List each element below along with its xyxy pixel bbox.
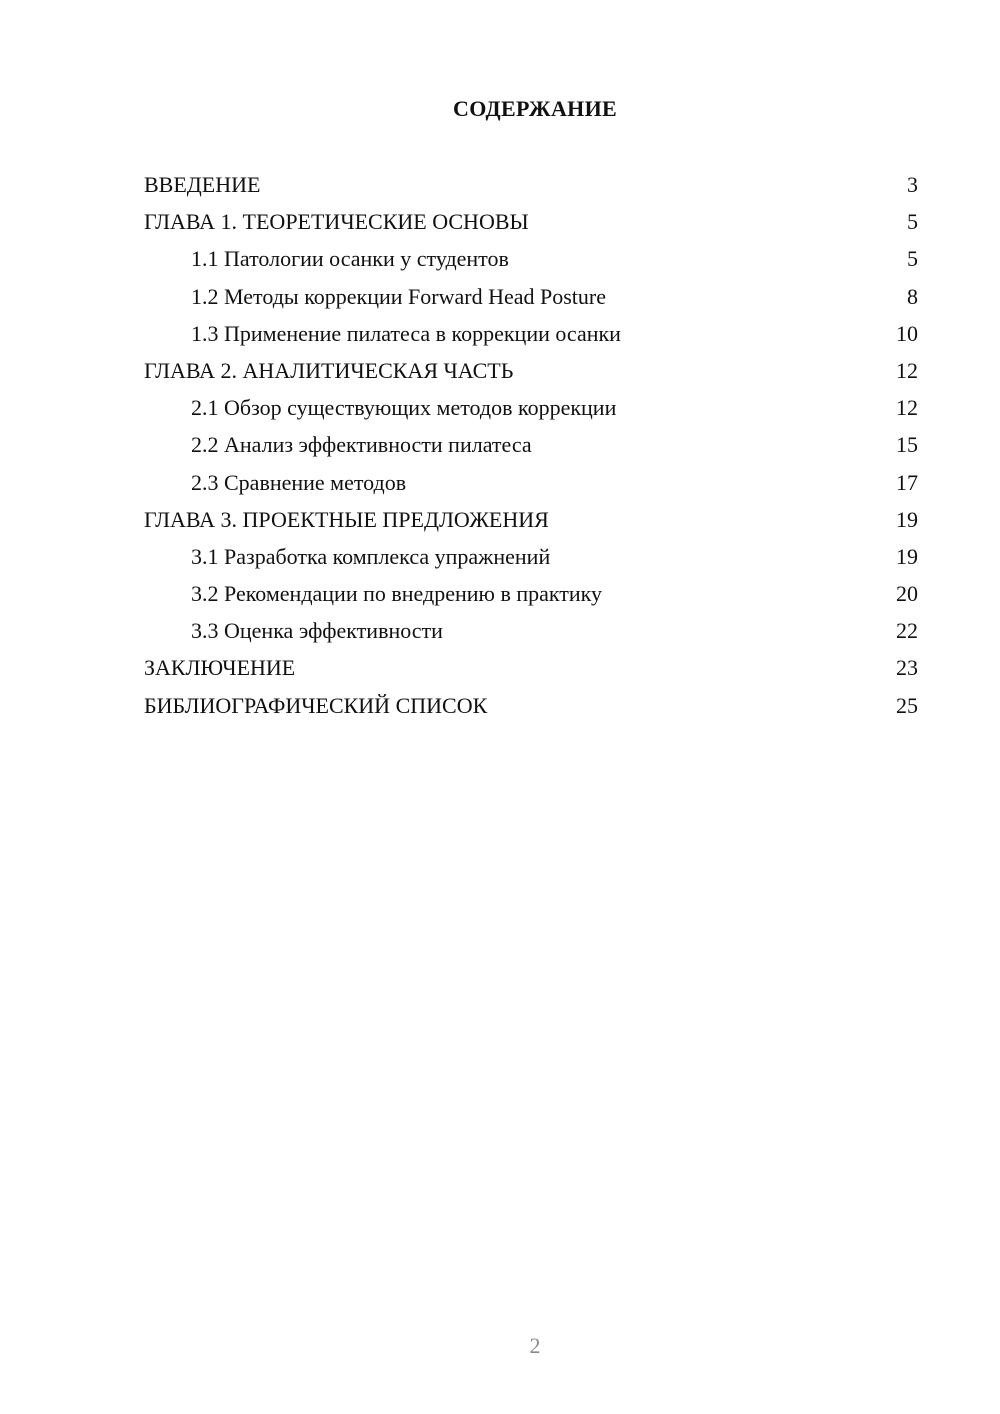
toc-entry-page: 22 bbox=[896, 618, 918, 644]
toc-entry-label: 1.2 Методы коррекции Forward Head Posture bbox=[191, 283, 607, 309]
table-of-contents bbox=[144, 166, 918, 724]
toc-entry-section-3-1[interactable] bbox=[144, 538, 918, 575]
toc-entry-label: 1.3 Применение пилатеса в коррекции осанки bbox=[191, 320, 621, 346]
toc-entry-label: 3.1 Разработка комплекса упражнений bbox=[191, 543, 551, 569]
toc-entry-label: ЗАКЛЮЧЕНИЕ bbox=[144, 655, 296, 681]
toc-entry-page: 12 bbox=[896, 357, 918, 383]
toc-entry-page: 3 bbox=[907, 172, 918, 197]
toc-entry-chapter-3[interactable] bbox=[144, 501, 918, 538]
toc-entry-page: 20 bbox=[896, 581, 918, 607]
toc-entry-label: БИБЛИОГРАФИЧЕСКИЙ СПИСОК bbox=[144, 692, 488, 718]
toc-entry-label: ГЛАВА 2. АНАЛИТИЧЕСКАЯ ЧАСТЬ bbox=[144, 357, 514, 383]
toc-entry-bibliography[interactable] bbox=[144, 687, 918, 724]
toc-entry-label: 2.1 Обзор существующих методов коррекции bbox=[191, 395, 617, 421]
toc-entry-section-3-3[interactable] bbox=[144, 612, 918, 649]
page-number: 2 bbox=[529, 1333, 541, 1358]
toc-entry-page: 19 bbox=[896, 543, 918, 569]
toc-entry-page: 25 bbox=[896, 692, 918, 718]
toc-entry-label: 3.3 Оценка эффективности bbox=[191, 618, 443, 644]
toc-entry-page: 15 bbox=[896, 432, 918, 458]
toc-entry-page: 5 bbox=[907, 209, 918, 235]
toc-entry-page: 10 bbox=[896, 320, 918, 346]
toc-entry-chapter-1[interactable] bbox=[144, 203, 918, 240]
toc-entry-label: 1.1 Патологии осанки у студентов bbox=[191, 246, 509, 272]
toc-entry-section-2-3[interactable] bbox=[144, 464, 918, 501]
toc-entry-section-1-2[interactable] bbox=[144, 278, 918, 315]
toc-entry-section-1-3[interactable] bbox=[144, 315, 918, 352]
toc-entry-page: 19 bbox=[896, 506, 918, 532]
toc-entry-page: 12 bbox=[896, 395, 918, 421]
toc-entry-introduction[interactable] bbox=[144, 166, 918, 203]
toc-entry-page: 8 bbox=[907, 283, 918, 309]
toc-entry-page: 5 bbox=[907, 246, 918, 272]
toc-entry-section-3-2[interactable] bbox=[144, 575, 918, 612]
toc-entry-label: 2.3 Сравнение методов bbox=[191, 469, 407, 495]
toc-title: СОДЕРЖАНИЕ bbox=[453, 96, 617, 121]
toc-entry-label: ГЛАВА 3. ПРОЕКТНЫЕ ПРЕДЛОЖЕНИЯ bbox=[144, 506, 549, 532]
toc-entry-label: 3.2 Рекомендации по внедрению в практику bbox=[191, 581, 603, 607]
toc-entry-page: 17 bbox=[896, 469, 918, 495]
toc-entry-label: 2.2 Анализ эффективности пилатеса bbox=[191, 432, 532, 458]
toc-entry-section-1-1[interactable] bbox=[144, 240, 918, 277]
toc-entry-section-2-1[interactable] bbox=[144, 389, 918, 426]
toc-entry-conclusion[interactable] bbox=[144, 649, 918, 686]
toc-entry-section-2-2[interactable] bbox=[144, 426, 918, 463]
toc-entry-chapter-2[interactable] bbox=[144, 352, 918, 389]
toc-entry-label: ВВЕДЕНИЕ bbox=[144, 172, 261, 197]
toc-entry-page: 23 bbox=[896, 655, 918, 681]
toc-entry-label: ГЛАВА 1. ТЕОРЕТИЧЕСКИЕ ОСНОВЫ bbox=[144, 209, 529, 235]
